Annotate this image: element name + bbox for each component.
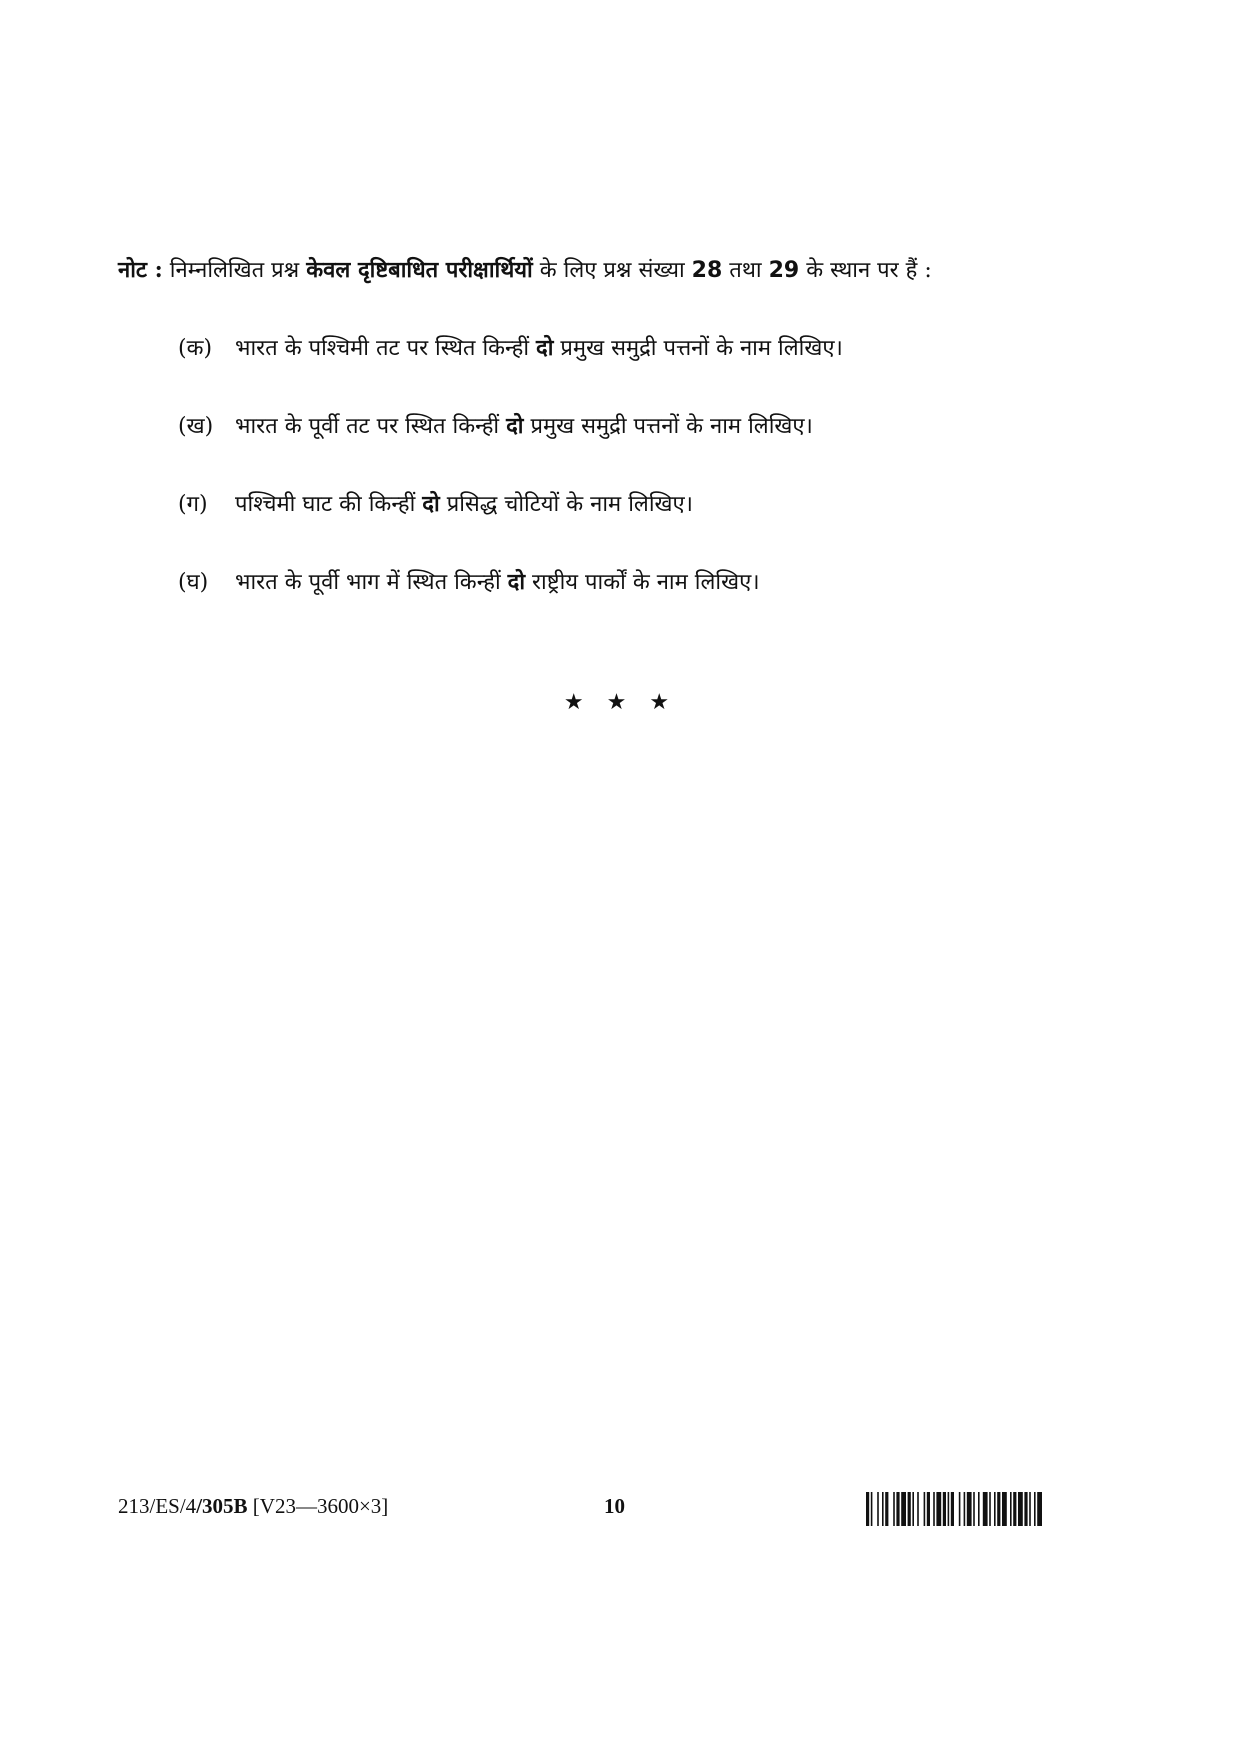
note-bold-phrase: केवल दृष्टिबाधित परीक्षार्थियों (306, 257, 533, 283)
question-item (178, 486, 1138, 523)
question-marker: (ख) (178, 414, 214, 439)
question-marker: (ग) (178, 492, 208, 517)
note-question-number-1: 28 (691, 258, 723, 283)
question-bold-word: दो (506, 413, 524, 439)
question-item (178, 564, 1138, 601)
question-text-after: प्रसिद्ध चोटियों के नाम लिखिए। (446, 492, 694, 517)
note-question-number-2: 29 (768, 258, 800, 283)
question-text-before: भारत के पूर्वी भाग में स्थित किन्हीं (235, 570, 501, 595)
question-item (178, 330, 1138, 367)
paper-code-bold: /305B (196, 1494, 248, 1518)
note-text-3: तथा (729, 258, 762, 283)
note-text-2: के लिए प्रश्न संख्या (539, 258, 685, 283)
question-text-after: राष्ट्रीय पार्कों के नाम लिखिए। (532, 570, 760, 595)
paper-code-suffix: [V23—3600×3] (247, 1494, 389, 1518)
barcode-icon (866, 1492, 1128, 1526)
question-marker: (क) (178, 336, 213, 361)
end-of-paper-stars: ★ ★ ★ (563, 690, 678, 715)
note-text-4: के स्थान पर हैं : (806, 258, 932, 283)
question-bold-word: दो (536, 335, 554, 361)
paper-code (118, 1494, 388, 1519)
question-text-before: पश्चिमी घाट की किन्हीं (235, 492, 416, 517)
paper-code-prefix: 213/ES/4 (118, 1494, 197, 1518)
question-marker: (घ) (178, 570, 209, 595)
note-label: नोट : (118, 257, 163, 283)
page-number: 10 (604, 1494, 625, 1518)
question-item (178, 408, 1138, 445)
note-text-1: निम्नलिखित प्रश्न (169, 258, 300, 283)
question-bold-word: दो (507, 569, 526, 595)
question-bold-word: दो (422, 491, 440, 517)
question-text-after: प्रमुख समुद्री पत्तनों के नाम लिखिए। (560, 336, 843, 361)
question-text-after: प्रमुख समुद्री पत्तनों के नाम लिखिए। (530, 414, 813, 439)
note-paragraph (118, 252, 1138, 289)
question-text-before: भारत के पश्चिमी तट पर स्थित किन्हीं (235, 336, 530, 361)
question-text-before: भारत के पूर्वी तट पर स्थित किन्हीं (235, 414, 500, 439)
